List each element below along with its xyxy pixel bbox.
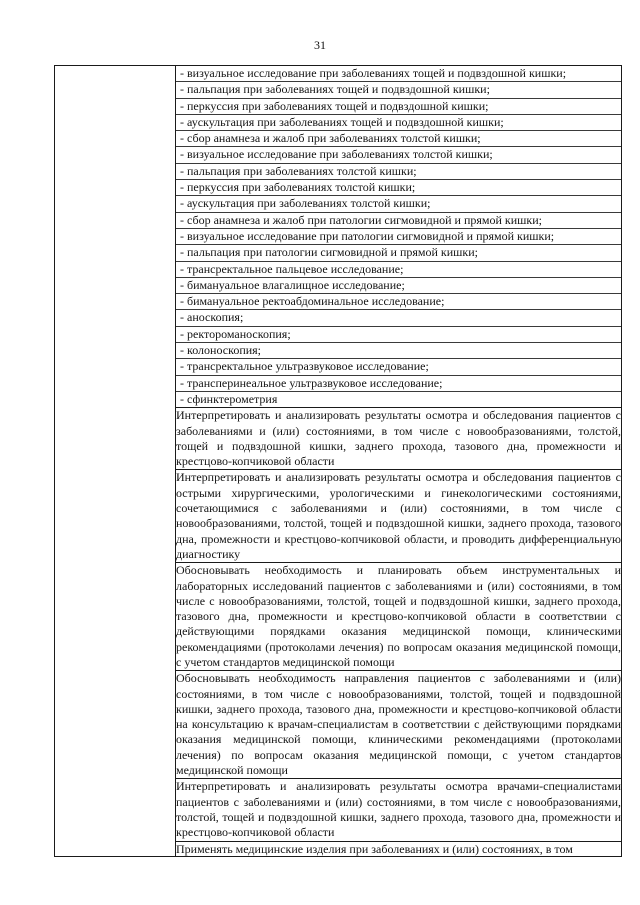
requirements-table — [54, 65, 622, 857]
procedure-item: - ректороманоскопия; — [176, 327, 621, 343]
procedure-item: - сбор анамнеза и жалоб при патологии сигмовидной и прямой кишки; — [176, 213, 621, 229]
skill-text: Интерпретировать и анализировать результаты осмотра и обследования пациентов с заболеваниями и (или) состояниями, в том числе с новообразованиями, толстой, тощей и подвздошной кишки, заднего прохода, тазового дна, промежности и крестцово-копчиковой области — [176, 408, 621, 469]
procedure-item: - колоноскопия; — [176, 343, 621, 359]
skill-text: Обосновывать необходимость и планировать объем инструментальных и лабораторных исследований пациентов с заболеваниями и (или) состояниями, в том числе с новообразованиями, толстой, тощей и подвздошной кишки, заднего прохода, тазового дна, промежности и крестцово-копчиковой области в соответствии с действующими порядками оказания медицинской помощи, клиническими рекомендациями (протоколами лечения) по вопросам оказания медицинской помощи, с учетом стандартов медицинской помощи — [176, 563, 621, 669]
left-column-cell — [55, 66, 176, 857]
skill-text: Интерпретировать и анализировать результаты осмотра врачами-специалистами пациентов с заболеваниями и (или) состояниями, в том числе с новообразованиями, толстой, тощей и подвздошной кишки, заднего прохода, тазового дна, промежности и крестцово-копчиковой области — [176, 779, 621, 840]
procedure-item: - пальпация при заболеваниях тощей и подвздошной кишки; — [176, 82, 621, 98]
procedure-item: - аускультация при заболеваниях тощей и подвздошной кишки; — [176, 115, 621, 131]
skill-text-truncated: Применять медицинские изделия при заболеваниях и (или) состояниях, в том — [176, 841, 573, 856]
procedure-item: - перкуссия при заболеваниях тощей и подвздошной кишки; — [176, 99, 621, 115]
procedure-item: - перкуссия при заболеваниях толстой кишки; — [176, 180, 621, 196]
procedure-item: - визуальное исследование при заболеваниях тощей и подвздошной кишки; — [176, 66, 621, 82]
procedure-item: - аускультация при заболеваниях толстой кишки; — [176, 196, 621, 212]
procedure-item: - трансперинеальное ультразвуковое исследование; — [176, 376, 621, 392]
procedure-item: - трансректальное пальцевое исследование; — [176, 262, 621, 278]
procedure-item: - сфинктерометрия — [180, 391, 278, 406]
procedure-item: - визуальное исследование при заболеваниях толстой кишки; — [176, 147, 621, 163]
skill-text: Интерпретировать и анализировать результаты осмотра и обследования пациентов с острыми хирургическими, урологическими и гинекологическими состояниями, сочетающимися с заболеваниями и (или) состояниями, в том числе с новообразованиями, толстой, тощей и подвздошной кишки, заднего прохода, тазового дна, промежности и крестцово-копчиковой области, и проводить дифференциальную диагностику — [176, 470, 621, 561]
procedure-item: - визуальное исследование при патологии сигмовидной и прямой кишки; — [176, 229, 621, 245]
procedure-item: - сбор анамнеза и жалоб при заболеваниях толстой кишки; — [176, 131, 621, 147]
procedures-list — [176, 66, 622, 408]
skill-text: Обосновывать необходимость направления пациентов с заболеваниями и (или) состояниями, в том числе с новообразованиями, толстой, тощей и подвздошной кишки, заднего прохода, тазового дна, промежности и крестцово-копчиковой области на консультацию к врачам-специалистам в соответствии с действующими порядками оказания медицинской помощи, клиническими рекомендациями (протоколами лечения) по вопросам оказания медицинской помощи, с учетом стандартов медицинской помощи — [176, 671, 621, 778]
procedure-item: - пальпация при патологии сигмовидной и прямой кишки; — [176, 245, 621, 261]
procedure-item: - пальпация при заболеваниях толстой кишки; — [176, 164, 621, 180]
procedures-row — [55, 66, 622, 408]
skill-text-cut — [176, 841, 622, 856]
procedure-item: - трансректальное ультразвуковое исследование; — [176, 359, 621, 375]
procedure-item: - бимануальное ректоабдоминальное исследование; — [176, 294, 621, 310]
procedure-item: - аноскопия; — [176, 310, 621, 326]
page-number: 31 — [314, 38, 326, 52]
procedure-item: - бимануальное влагалищное исследование; — [176, 278, 621, 294]
